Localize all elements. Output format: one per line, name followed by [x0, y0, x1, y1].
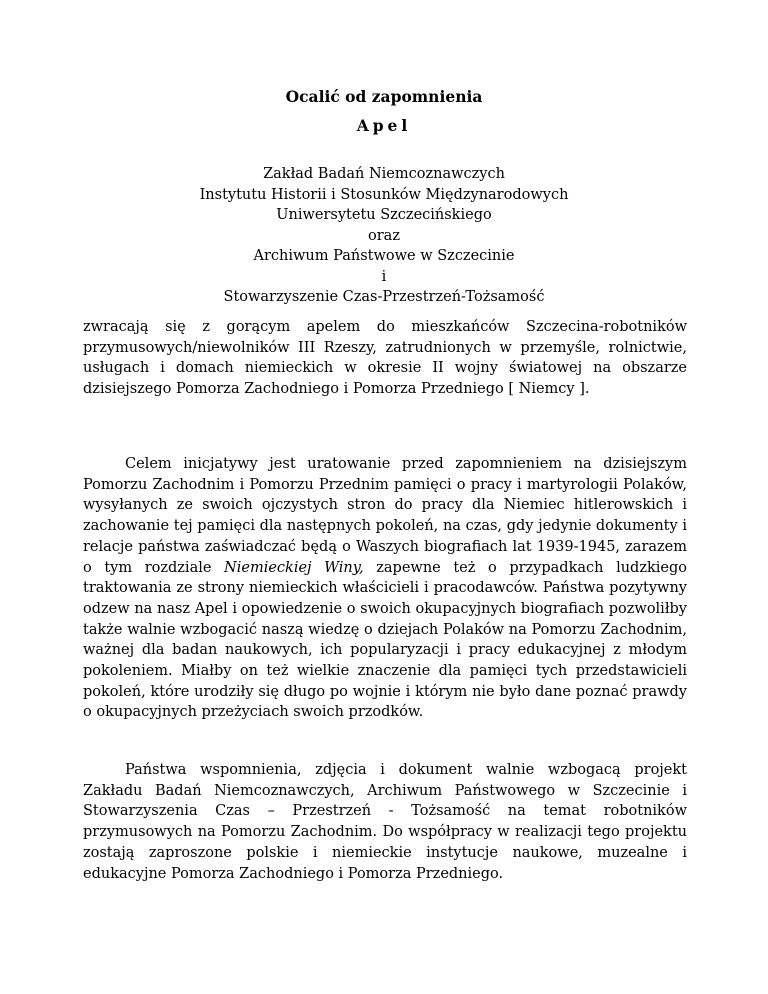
institution-line: Archiwum Państwowe w Szczecinie [253, 248, 515, 264]
institutions-list [0, 164, 768, 308]
institution-line: Uniwersytetu Szczecińskiego [276, 207, 492, 223]
institution-line: Stowarzyszenie Czas-Przestrzeń-Tożsamość [223, 289, 545, 305]
emphasized-text: Niemieckiej Winy, [224, 559, 364, 576]
institution-line: Zakład Badań Niemcoznawczych [263, 166, 505, 182]
document-title: Ocalić od zapomnienia [285, 87, 483, 106]
project-paragraph: Państwa wspomnienia, zdjęcia i dokument walnie wzbogacą projekt Zakładu Badań Niemcoznawczych, Archiwum Państwowego w Szczecinie i Stowarzyszenia Czas – Przestrzeń - Tożsamość na temat robotników przymusowych na Pomorzu Zachodnim. Do współpracy w realizacji tego projektu zostają zaproszone polskie i niemieckie instytucje naukowe, muzealne i edukacyjne Pomorza Zachodniego i Pomorza Przedniego. [83, 762, 687, 882]
appeal-paragraph: zwracają się z gorącym apelem do mieszkańców Szczecina-robotników przymusowych/niewolników III Rzeszy, zatrudnionych w przemyśle, rolnictwie, usługach i domach niemieckich w okresie II wojny światowej na obszarze dzisiejszego Pomorza Zachodniego i Pomorza Przedniego [ Niemcy ]. [83, 319, 687, 398]
paragraph-text: zapewne też o przypadkach ludzkiego traktowania ze strony niemieckich właścicieli i pracodawców. Państwa pozytywny odzew na nasz Apel i opowiedzenie o swoich okupacyjnych biografiach pozwoliłby także walnie wzbogacić naszą wiedzę o dziejach Polaków na Pomorzu Zachodnim, ważnej dla badan naukowych, ich popularyzacji i pracy edukacyjnej z młodym pokoleniem. Miałby on też wielkie znaczenie dla pamięci tych przedstawicieli pokoleń, które urodziły się długo po wojnie i którym nie było dane poznać prawdy o okupacyjnych przeżyciach swoich przodków. [83, 559, 687, 721]
institution-line: Instytutu Historii i Stosunków Międzynarodowych [199, 186, 569, 203]
institution-conjunction: oraz [368, 227, 400, 244]
institution-conjunction: i [381, 268, 387, 285]
document-subtitle: Apel [356, 116, 412, 135]
paragraph-text: Celem inicjatywy jest uratowanie przed zapomnieniem na dzisiejszym Pomorzu Zachodnim i Pomorzu Przednim pamięci o pracy i martyrologii Polaków, wysyłanych ze swoich ojczystych stron do pracy dla Niemiec hitlerowskich i zachowanie tej pamięci dla następnych pokoleń, na czas, gdy jedynie dokumenty i relacje państwa zaświadczać będą o Waszych biografiach lat 1939-1945, zarazem o tym rozdziale [83, 456, 687, 576]
initiative-paragraph [83, 454, 687, 723]
